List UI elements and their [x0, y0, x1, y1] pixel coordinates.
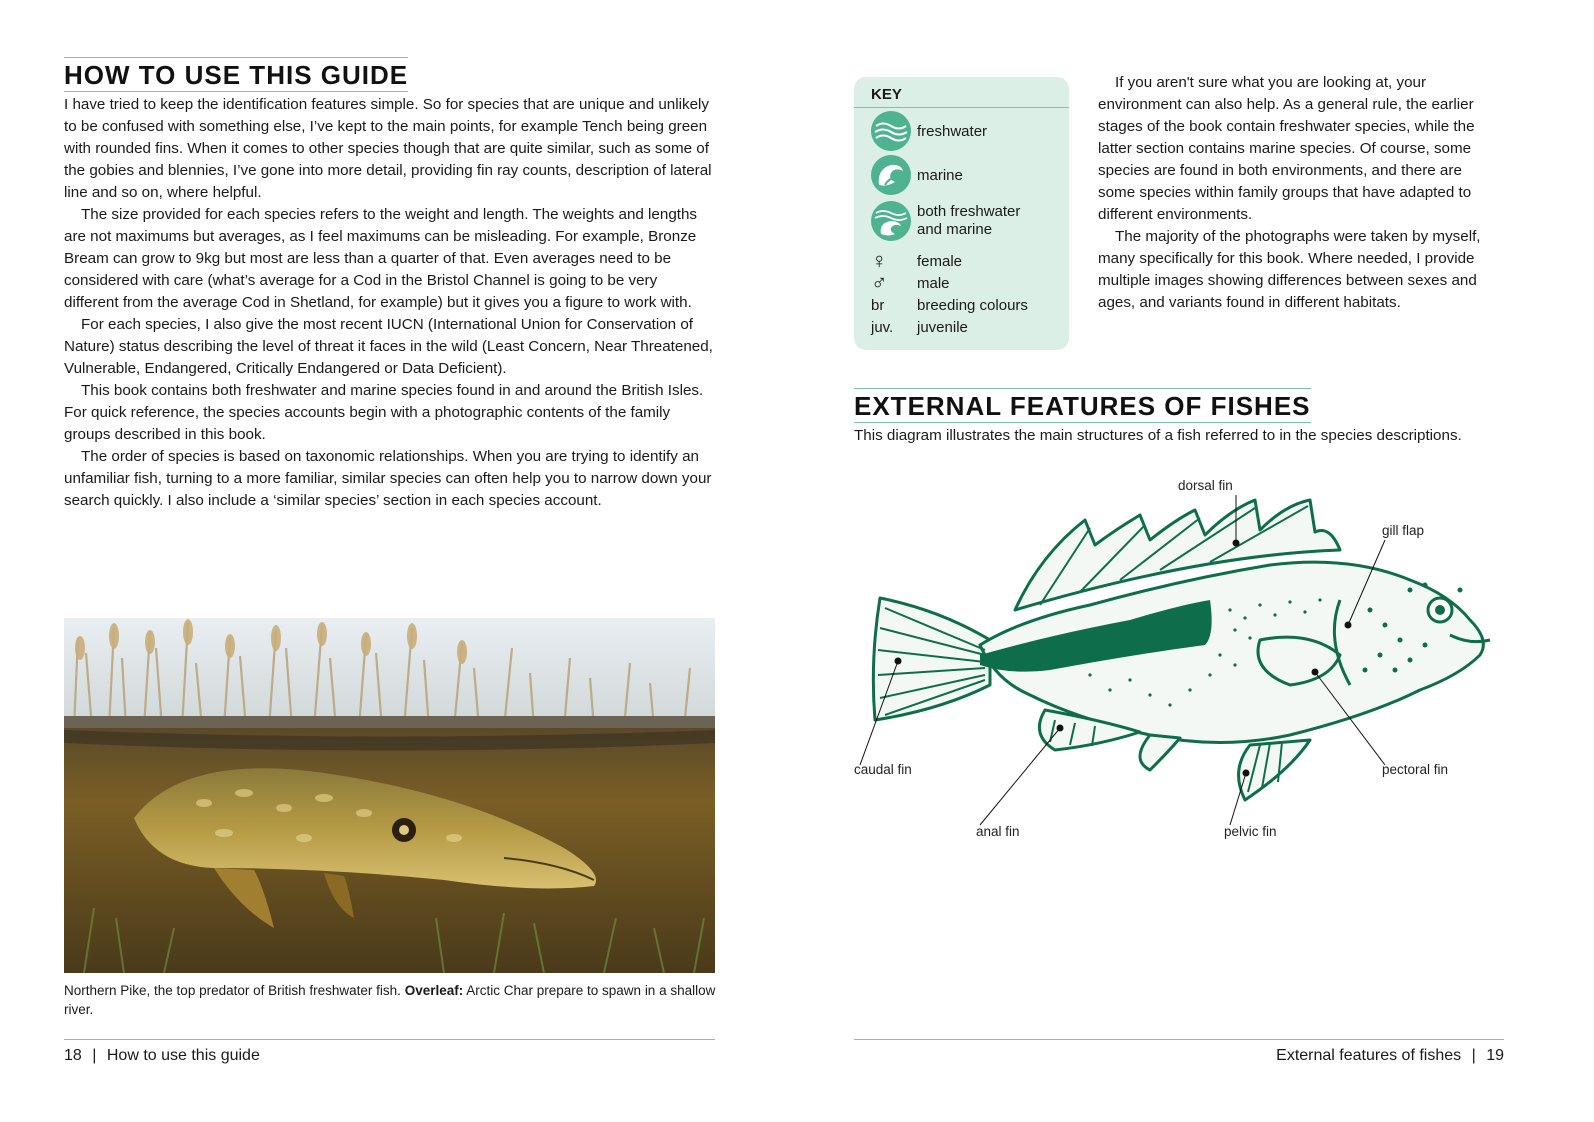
- freshwater-icon: [871, 111, 917, 151]
- paragraph: If you aren't sure what you are looking at, your environment can also help. As a general rule, the earlier stages of the book contain freshwater species, while the latter section contains marine species. Of course, some species are found in both environments, and there are some species within family groups that have adapted to different environments.: [1098, 74, 1475, 223]
- paragraph: The majority of the photographs were taken by myself, many specifically for this book. Where needed, I provide multiple images showing differences between sexes and ages, and variants found in different habitats.: [1098, 228, 1481, 311]
- footer-divider: |: [92, 1047, 97, 1064]
- diagram-intro: This diagram illustrates the main structures of a fish referred to in the species descriptions.: [854, 427, 1462, 444]
- right-running-title: External features of fishes: [1276, 1047, 1462, 1064]
- key-juvenile-label: juvenile: [917, 318, 968, 336]
- male-symbol: ♂: [871, 270, 888, 295]
- left-page-number: 18: [64, 1047, 82, 1064]
- key-row-both: [871, 201, 1020, 241]
- breeding-symbol: br: [871, 296, 885, 314]
- left-footer-rule: [64, 1039, 715, 1040]
- label-pectoral-fin: pectoral fin: [1382, 762, 1449, 777]
- caption-text: Northern Pike, the top predator of British freshwater fish.: [64, 983, 401, 998]
- caption-bold: Overleaf:: [404, 983, 464, 998]
- left-running-title: How to use this guide: [106, 1047, 260, 1064]
- left-footer: [64, 1046, 260, 1066]
- right-footer-rule: [854, 1039, 1504, 1040]
- marine-icon: [871, 155, 917, 195]
- juvenile-symbol: juv.: [871, 318, 894, 336]
- caption-rest: Arctic Char prepare to spawn in a shallow river.: [64, 983, 716, 1017]
- right-page-number: 19: [1486, 1047, 1504, 1064]
- key-both-label: [917, 203, 1020, 239]
- paragraph: For each species, I also give the most recent IUCN (International Union for Conservation of Nature) status describing the level of threat it faces in the wild (Least Concern, Near Threatened, Vulnerable, Endangered, Critically Endangered or Data Deficient).: [64, 316, 713, 377]
- label-dorsal-fin: dorsal fin: [1178, 478, 1233, 493]
- key-box: [854, 77, 1069, 350]
- label-caudal-fin: caudal fin: [854, 762, 912, 777]
- paragraph: The order of species is based on taxonomic relationships. When you are trying to identify an unfamiliar fish, turning to a more familiar, similar species can often help you to narrow down your search quickly. I also include a ‘similar species’ section in each species account.: [64, 448, 712, 509]
- pike-photo: [64, 618, 715, 973]
- right-page-heading: EXTERNAL FEATURES OF FISHES: [854, 388, 1311, 423]
- key-row-male: [871, 272, 950, 294]
- paragraph: The size provided for each species refers to the weight and length. The weights and lengths are not maximums but averages, as I feel maximums can be misleading. For example, Bronze Bream can grow to 9kg but most are less than a quarter of that. Even averages need to be considered with care (what’s average for a Cod in the Bristol Channel is going to be very different from the average Cod in Shetland, for example) but it gives you a figure to work with.: [64, 206, 698, 311]
- key-both-line2: and marine: [917, 221, 993, 238]
- key-row-female: [871, 250, 962, 272]
- key-marine-label: marine: [917, 166, 963, 184]
- key-freshwater-label: freshwater: [917, 122, 988, 140]
- key-row-juvenile: [871, 316, 968, 338]
- freshwater-marine-icon: [871, 201, 917, 241]
- footer-divider: |: [1471, 1047, 1476, 1064]
- right-body-text: [1098, 72, 1493, 314]
- female-symbol: ♀: [871, 248, 888, 273]
- photo-caption: [64, 981, 716, 1019]
- paragraph: This book contains both freshwater and marine species found in and around the British Isles. For quick reference, the species accounts begin with a photographic contents of the family groups described in this book.: [64, 382, 704, 443]
- left-body-text: [64, 94, 716, 512]
- label-pelvic-fin: pelvic fin: [1224, 824, 1277, 839]
- label-anal-fin: anal fin: [976, 824, 1020, 839]
- key-title: KEY: [871, 86, 902, 103]
- label-gill-flap: gill flap: [1382, 523, 1425, 538]
- key-breeding-label: breeding colours: [917, 296, 1028, 314]
- key-both-line1: both freshwater: [917, 203, 1021, 220]
- paragraph: I have tried to keep the identification features simple. So for species that are unique and unlikely to be confused with something else, I’ve kept to the main points, for example Tench being green with rounded fins. When it comes to other species though that are quite similar, such as some of the gobies and blennies, I’ve gone into more detail, providing fin ray counts, description of lateral line and so on, where helpful.: [64, 96, 712, 201]
- key-row-breeding: [871, 294, 1028, 316]
- left-page-heading: HOW TO USE THIS GUIDE: [64, 57, 408, 92]
- key-male-label: male: [917, 274, 950, 292]
- key-row-freshwater: [871, 111, 987, 151]
- key-row-marine: [871, 155, 963, 195]
- right-footer: [1276, 1046, 1504, 1066]
- key-female-label: female: [917, 252, 963, 270]
- key-title-rule: [854, 107, 1069, 108]
